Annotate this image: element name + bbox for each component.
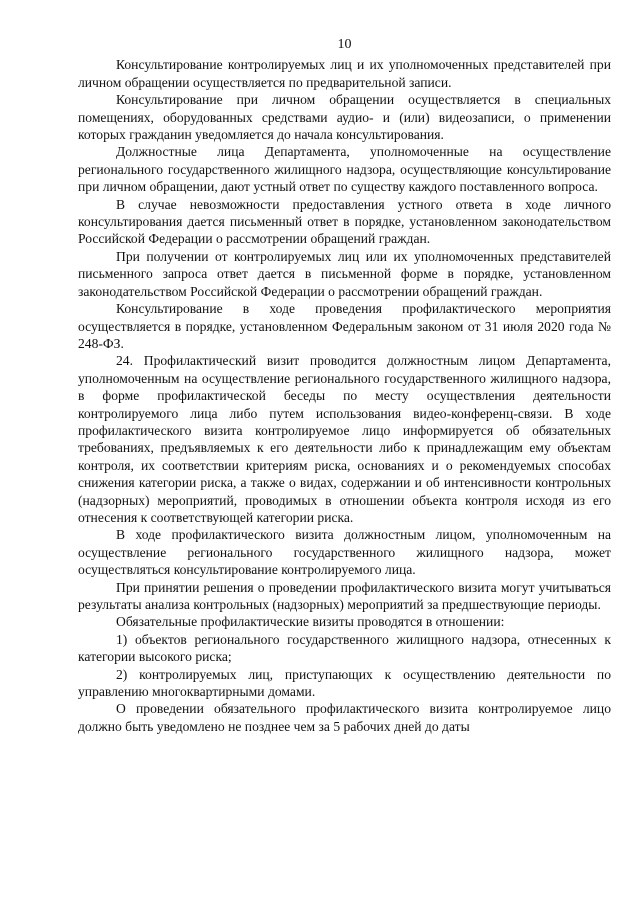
paragraph-8: В ходе профилактического визита должностным лицом, уполномоченным на осуществление регионального государственного жилищного надзора, может осуществляться консультирование контролируемого лица. bbox=[78, 527, 611, 578]
list-item-1: 1) объектов регионального государственного жилищного надзора, отнесенных к категории высокого риска; bbox=[78, 631, 611, 665]
page-number: 10 bbox=[337, 37, 352, 52]
list-item-2: 2) контролируемых лиц, приступающих к осуществлению деятельности по управлению многоквартирными домами. bbox=[78, 666, 611, 700]
paragraph-6: Консультирование в ходе проведения профилактического мероприятия осуществляется в порядке, установленном Федеральным законом от 31 июля 2020 года № 248-ФЗ. bbox=[78, 301, 611, 351]
paragraph-10: Обязательные профилактические визиты проводятся в отношении: bbox=[116, 614, 505, 630]
paragraph-5: При получении от контролируемых лиц или их уполномоченных представителей письменного запроса ответ дается в письменной форме в порядке, установленном законодательством Российской Федерации о рассмотрении обращений граждан. bbox=[78, 248, 611, 299]
paragraph-9: При принятии решения о проведении профилактического визита могут учитываться результаты анализа контрольных (надзорных) мероприятий за предшествующие периоды. bbox=[78, 579, 611, 612]
paragraph-7: 24. Профилактический визит проводится должностным лицом Департамента, уполномоченным на осуществление регионального государственного жилищного надзора, в форме профилактической беседы по месту осуществления деятельности контролируемого лица либо путем использования видео-конференц-связи. В ходе профилактического визита контролируемое лицо информируется об обязательных требованиях, предъявляемых к его деятельности либо к принадлежащим ему объектам контроля, их соответствии критериям риска, основаниях и о рекомендуемых способах снижения категории риска, а также о видах, содержании и об интенсивности контрольных (надзорных) мероприятий, проводимых в отношении объекта контроля исходя из его отнесения к соответствующей категории риска. bbox=[78, 353, 611, 525]
paragraph-2: Консультирование при личном обращении осуществляется в специальных помещениях, оборудованных средствами аудио- и (или) видеозаписи, о применении которых гражданин уведомляется до начала консультирования. bbox=[78, 92, 611, 143]
document-page bbox=[78, 36, 611, 735]
paragraph-1: Консультирование контролируемых лиц и их уполномоченных представителей при личном обращении осуществляется по предварительной записи. bbox=[78, 57, 611, 90]
paragraph-4: В случае невозможности предоставления устного ответа в ходе личного консультирования дается письменный ответ в порядке, установленном законодательством Российской Федерации о рассмотрении обращений граждан. bbox=[78, 196, 611, 247]
paragraph-3: Должностные лица Департамента, уполномоченные на осуществление регионального государственного жилищного надзора, осуществляющие консультирование при личном обращении, дают устный ответ по существу каждого поставленного вопроса. bbox=[78, 144, 611, 195]
paragraph-11: О проведении обязательного профилактического визита контролируемое лицо должно быть уведомлено не позднее чем за 5 рабочих дней до даты bbox=[78, 701, 611, 734]
